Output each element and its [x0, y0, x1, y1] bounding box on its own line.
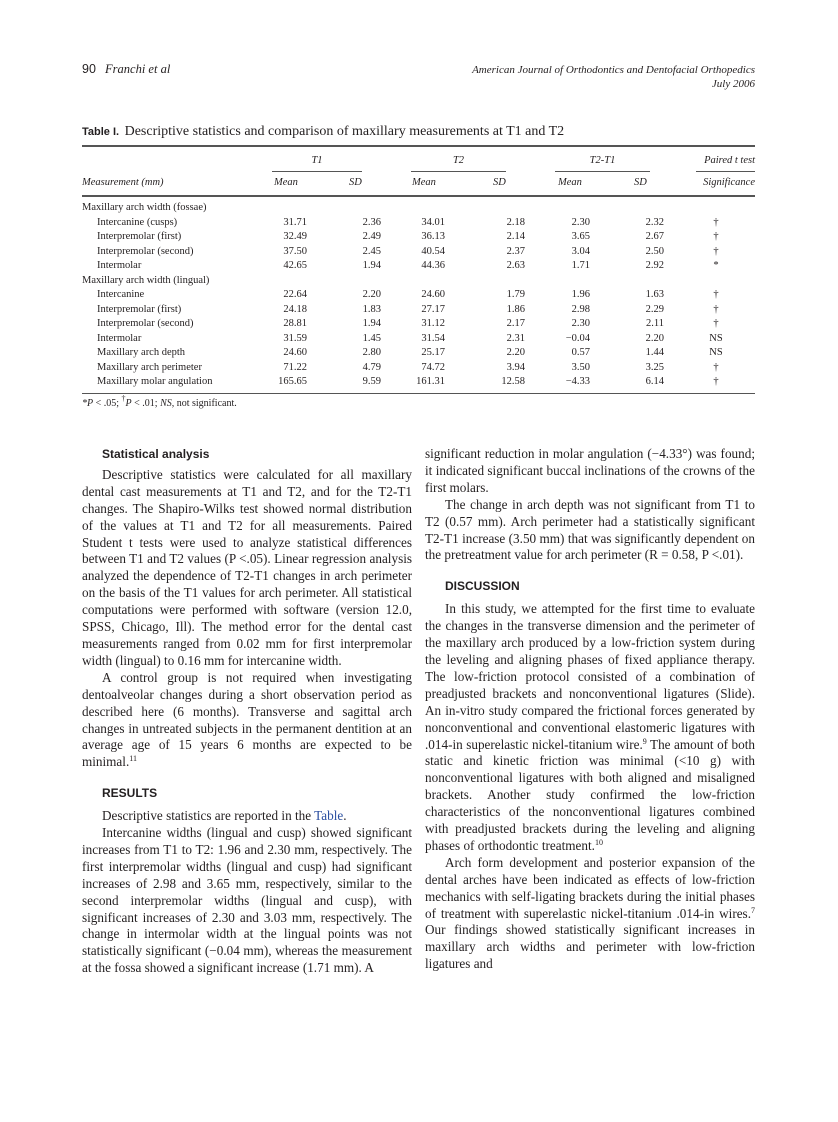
table-cell: 4.79	[362, 361, 381, 373]
citation-ref[interactable]: 9	[642, 736, 647, 746]
table-title: Descriptive statistics and comparison of maxillary measurements at T1 and T2	[124, 124, 565, 139]
table-row-label: Interpremolar (second)	[97, 318, 194, 329]
right-column	[425, 446, 755, 973]
table-cell: 36.13	[421, 231, 445, 242]
citation-ref[interactable]: 11	[129, 754, 137, 764]
table-cell: 1.79	[506, 289, 525, 300]
table-cell: 2.31	[506, 332, 525, 344]
paragraph-results-1: Descriptive statistics are reported in the Table.	[102, 808, 347, 824]
table-cell: −0.04	[565, 332, 590, 344]
significance-cell: †	[713, 303, 719, 315]
table-row-label: Intercanine (cusps)	[97, 216, 178, 228]
table-cell: 28.81	[283, 318, 307, 329]
diff-group-rule	[555, 171, 650, 172]
citation-ref[interactable]: 10	[594, 837, 603, 847]
col-header-significance: Significance	[703, 177, 755, 188]
paragraph-results-2: Intercanine widths (lingual and cusp) showed significant increases from T1 to T2: 1.96 and 2.30 mm, respectively. The first interpremolar widths (lingual and cusp) had significant increases of 2.98 and 3.65 mm, respectively, similar to the second interpremolar widths (lingual and cusp), with significant increases of 2.30 and 3.03 mm, respectively. The change in intermolar width at the lingual points was not statistically significant (−0.04 mm), whereas the measurement at the fossa showed a significant increase (1.71 mm). A	[82, 825, 412, 976]
table-cell: 2.14	[506, 231, 525, 242]
table-cell: 31.54	[421, 332, 445, 344]
table-cell: 2.80	[362, 347, 381, 358]
significance-cell: †	[713, 318, 719, 329]
journal-issue: July 2006	[711, 77, 755, 90]
running-header-right	[472, 64, 755, 91]
table-row-label: Maxillary arch perimeter	[97, 361, 202, 373]
table-cell: 3.94	[506, 361, 525, 373]
table-footnote: *P < .05; †P < .01; NS, not significant.	[82, 394, 237, 409]
table-cell: 22.64	[283, 289, 307, 300]
significance-cell: *	[713, 260, 719, 271]
significance-cell: NS	[709, 347, 723, 358]
group-header-t1: T1	[311, 155, 323, 166]
significance-cell: †	[713, 216, 719, 228]
t1-group-rule	[272, 171, 362, 172]
paragraph-results-3: The change in arch depth was not significant from T1 to T2 (0.57 mm). Arch perimeter had a statistically significant T2-T1 increase (3.50 mm) that was significantly dependent on the pretreatment value for arch perimeter (R = 0.58, P <.01).	[425, 496, 755, 563]
table-cell: 2.32	[645, 216, 664, 228]
paragraph-discussion-1: In this study, we attempted for the first time to evaluate the changes in the transverse dimension and the perimeter of the maxillary arch produced by a low-friction system during the leveling and aligning phases of fixed appliance therapy. The low-friction protocol consisted of a combination of preadjusted brackets and nonconventional ligatures (Slide). An in-vitro study compared the frictional forces generated by nonconventional and conventional elastomeric ligatures with .014-in superelastic nickel-titanium wire.$^9$ The amount of both static and kinetic friction was minimal (<10 g) with nonconventional ligatures with both aligned and misaligned brackets. Another study confirmed the low-friction characteristics of the nonconventional ligatures combined with preadjusted brackets during the leveling and aligning phases of orthodontic treatment.$^{10}$	[425, 601, 755, 853]
table-cell: 24.18	[283, 303, 307, 315]
ttest-group-rule	[696, 171, 755, 172]
table-cell: 3.50	[571, 361, 590, 373]
col-header-t1-mean: Mean	[274, 177, 298, 188]
table-cell: 6.14	[645, 376, 664, 387]
table-cell: 44.36	[421, 260, 445, 271]
col-header-diff-sd: SD	[634, 177, 647, 188]
table-cell: 2.63	[506, 260, 525, 271]
table-header-rule	[82, 195, 755, 197]
table-cell: 12.58	[501, 376, 525, 387]
table-group-label: Maxillary arch width (fossae)	[82, 202, 207, 213]
table-cell: 0.57	[571, 347, 590, 358]
paragraph-results-cont: significant reduction in molar angulation (−4.33°) was found; it indicated significant buccal inclinations of the crowns of the first molars.	[425, 446, 755, 495]
table-row-label: Interpremolar (first)	[97, 231, 182, 242]
table-cell: 2.92	[645, 260, 664, 271]
table-cell: 1.96	[571, 289, 590, 300]
table-cell: 32.49	[283, 231, 307, 242]
group-header-t2-t1: T2-T1	[589, 155, 616, 166]
significance-cell: †	[713, 361, 719, 373]
table-link[interactable]: Table	[314, 808, 344, 824]
group-header-t2: T2	[452, 155, 465, 166]
table-cell: 2.18	[506, 216, 525, 228]
table-cell: 1.44	[645, 347, 664, 358]
col-header-t2-mean: Mean	[412, 177, 436, 188]
group-header-ttest: Paired t test	[704, 155, 755, 166]
table-cell: 2.30	[571, 216, 590, 228]
table-cell: 40.54	[421, 245, 445, 257]
significance-cell: †	[713, 376, 719, 387]
running-header-left	[82, 62, 170, 77]
table-cell: 2.11	[646, 318, 664, 329]
table-cell: 2.20	[506, 347, 525, 358]
table-cell: 2.20	[645, 332, 664, 344]
table-cell: 34.01	[421, 216, 445, 228]
table-cell: 37.50	[283, 245, 307, 257]
significance-cell: NS	[709, 332, 723, 344]
table-cell: 3.65	[571, 231, 590, 242]
table-cell: 1.83	[362, 303, 381, 315]
table-bottom-rule	[82, 393, 755, 394]
table-cell: 2.50	[645, 245, 664, 257]
section-heading-results: RESULTS	[102, 786, 158, 801]
t2-group-rule	[411, 171, 506, 172]
table-cell: 2.67	[645, 231, 664, 242]
table-row-label: Interpremolar (first)	[97, 303, 182, 315]
paragraph-discussion-2: Arch form development and posterior expansion of the dental arches have been indicated as effects of low-friction mechanics with self-ligating brackets during the initial phases of treatment with superelastic nickel-titanium .014-in wires.$^7$ Our findings showed statistically significant increases in maxillary arch widths and perimeter with low-friction ligatures and	[425, 854, 755, 972]
significance-cell: †	[713, 289, 719, 300]
table-cell: 42.65	[283, 260, 307, 271]
table-top-rule	[82, 145, 755, 147]
significance-cell: †	[713, 231, 719, 242]
col-header-t1-sd: SD	[349, 177, 362, 188]
table-label: Table I.	[82, 126, 120, 138]
section-heading-statistical-analysis: Statistical analysis	[102, 447, 210, 461]
table-row-label: Maxillary arch depth	[97, 347, 186, 358]
table-cell: 31.71	[283, 216, 307, 228]
table-cell: 2.36	[362, 216, 381, 228]
table-cell: 165.65	[278, 376, 307, 387]
table-row-label: Intercanine	[97, 289, 145, 300]
table-cell: 2.30	[571, 318, 590, 329]
running-authors: Franchi et al	[105, 62, 171, 76]
table-cell: 24.60	[421, 289, 445, 300]
table-cell: 2.98	[571, 303, 590, 315]
table-cell: 27.17	[421, 303, 445, 315]
table-cell: 2.49	[362, 231, 381, 242]
table-cell: 2.37	[506, 245, 525, 257]
table-cell: 31.12	[421, 318, 445, 329]
journal-name: American Journal of Orthodontics and Dentofacial Orthopedics	[472, 64, 755, 76]
table-cell: 74.72	[421, 361, 445, 373]
table-cell: 1.45	[362, 332, 381, 344]
table-cell: 31.59	[283, 332, 307, 344]
table-row-label: Intermolar	[97, 332, 142, 344]
table-cell: 9.59	[362, 376, 381, 387]
page-number: 90	[82, 62, 96, 76]
section-heading-discussion: DISCUSSION	[445, 579, 520, 594]
table-cell: 71.22	[283, 361, 307, 373]
table-row-label: Maxillary molar angulation	[97, 376, 213, 387]
table-cell: 161.31	[416, 376, 445, 387]
table-cell: 1.63	[645, 289, 664, 300]
table-cell: 1.71	[571, 260, 590, 271]
paragraph-stat-2: A control group is not required when investigating dentoalveolar changes during a short observation period as described here (6 months). Transverse and sagittal arch changes in untreated subjects in the permanent dentition at an average age of 15 years 6 months are expected to be minimal.$^{11}$	[82, 669, 412, 770]
left-column	[82, 446, 412, 977]
table-cell: 2.29	[645, 303, 664, 315]
table-caption	[82, 124, 564, 140]
table-cell: 24.60	[283, 347, 307, 358]
table-cell: 3.04	[571, 245, 590, 257]
col-header-measurement: Measurement (mm)	[82, 177, 164, 188]
significance-cell: †	[713, 245, 719, 257]
paragraph-stat-1: Descriptive statistics were calculated for all maxillary dental cast measurements at T1 and T2, and for the T2-T1 changes. The Shapiro-Wilks test showed normal distribution of the values at T1 and T2 for all measurements. Paired Student t tests were used to analyze statistical differences between T1 and T2 values (P <.05). Linear regression analysis analyzed the dependence of T2-T1 changes in arch perimeter on the basis of the T1 values for arch perimeter. All statistical computations were performed with software (version 12.0, SPSS, Chicago, Ill). The method error for the dental cast measurements ranged from 0.02 mm for first interpremolar width (lingual) to 0.16 mm for intercanine width.	[82, 466, 412, 668]
table-cell: 3.25	[645, 361, 664, 373]
citation-ref[interactable]: 7	[751, 905, 755, 915]
table-cell: 2.17	[506, 318, 525, 329]
table-cell: 2.45	[362, 245, 381, 257]
table-cell: 1.86	[506, 303, 525, 315]
col-header-diff-mean: Mean	[558, 177, 582, 188]
table-group-label: Maxillary arch width (lingual)	[82, 274, 210, 286]
col-header-t2-sd: SD	[493, 177, 506, 188]
table-cell: −4.33	[565, 376, 590, 387]
table-cell: 1.94	[362, 318, 381, 329]
table-row-label: Intermolar	[97, 260, 142, 271]
table-cell: 25.17	[421, 347, 445, 358]
table-cell: 1.94	[362, 260, 381, 271]
table-row-label: Interpremolar (second)	[97, 245, 194, 257]
table-cell: 2.20	[362, 289, 381, 300]
